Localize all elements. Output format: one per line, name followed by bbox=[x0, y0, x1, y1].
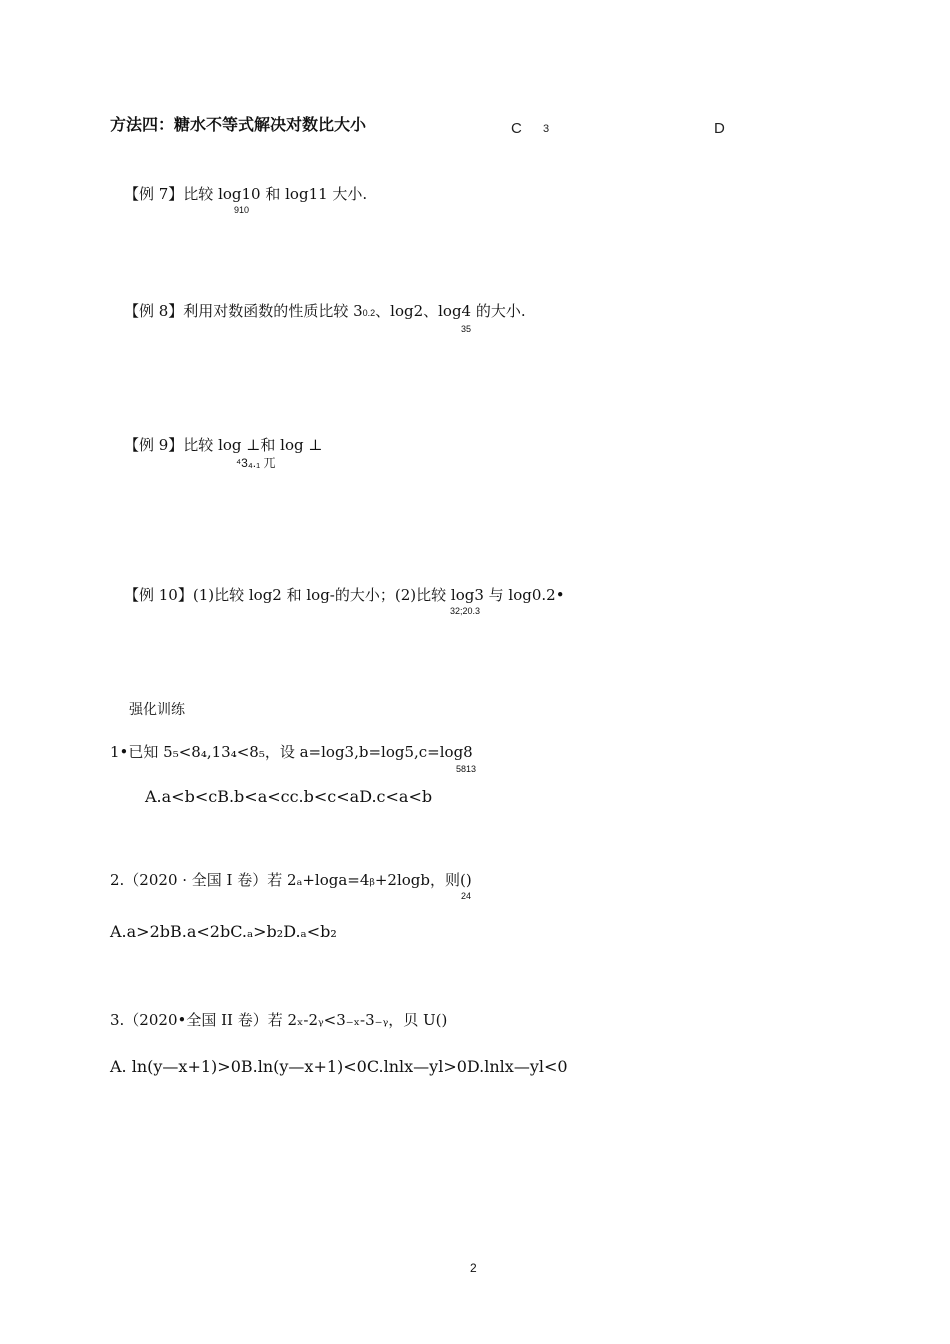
stray-fragment-3: 3 bbox=[543, 123, 550, 135]
example-9: 【例 9】比较 log ⊥和 log ⊥ bbox=[124, 436, 323, 454]
question-2-stem: 2.（2020 · 全国 I 卷）若 2ₐ+loga=4ᵦ+2logb，则() bbox=[110, 871, 472, 889]
question-2-options: A.a>2bB.a<2bC.ₐ>b₂D.ₐ<b₂ bbox=[110, 922, 337, 941]
example-7: 【例 7】比较 log10 和 log11 大小. bbox=[124, 185, 368, 203]
example-8-text: 【例 8】利用对数函数的性质比较 3 bbox=[124, 302, 363, 320]
stray-fragment-c: C bbox=[511, 120, 522, 137]
example-8 bbox=[124, 304, 526, 319]
example-7-subscripts: 910 bbox=[234, 205, 250, 215]
question-2-subscripts: 24 bbox=[461, 891, 472, 901]
question-3-stem: 3.（2020•全国 II 卷）若 2ₓ-2ᵧ<3₋ₓ-3₋ᵧ，贝 U() bbox=[110, 1011, 448, 1029]
page-number: 2 bbox=[470, 1261, 477, 1275]
example-8-exponent: 0.2 bbox=[362, 308, 376, 318]
example-8-subscripts: 35 bbox=[461, 324, 472, 334]
example-10-subscripts: 32;20.3 bbox=[450, 606, 481, 616]
example-9-subscripts: ⁴3₄.₁ 兀 bbox=[236, 456, 276, 470]
question-1-stem: 1•已知 5₅<8₄,13₄<8₅，设 a=log3,b=log5,c=log8 bbox=[110, 743, 473, 761]
section-title: 方法四：糖水不等式解决对数比大小 bbox=[110, 115, 367, 134]
example-10: 【例 10】(1)比较 log2 和 log-的大小；(2)比较 log3 与 log0.2• bbox=[124, 586, 565, 604]
question-1-subscripts: 5813 bbox=[456, 764, 477, 774]
practice-heading: 强化训练 bbox=[129, 702, 185, 718]
question-3-options: A. ln(y—x+1)>0B.ln(y—x+1)<0C.lnlx—yl>0D.lnlx—yl<0 bbox=[110, 1057, 568, 1076]
question-1-options: A.a<b<cB.b<a<cc.b<c<aD.c<a<b bbox=[145, 787, 433, 806]
example-8-text-2: 、log2、log4 的大小. bbox=[375, 302, 526, 320]
stray-fragment-d: D bbox=[714, 120, 725, 137]
